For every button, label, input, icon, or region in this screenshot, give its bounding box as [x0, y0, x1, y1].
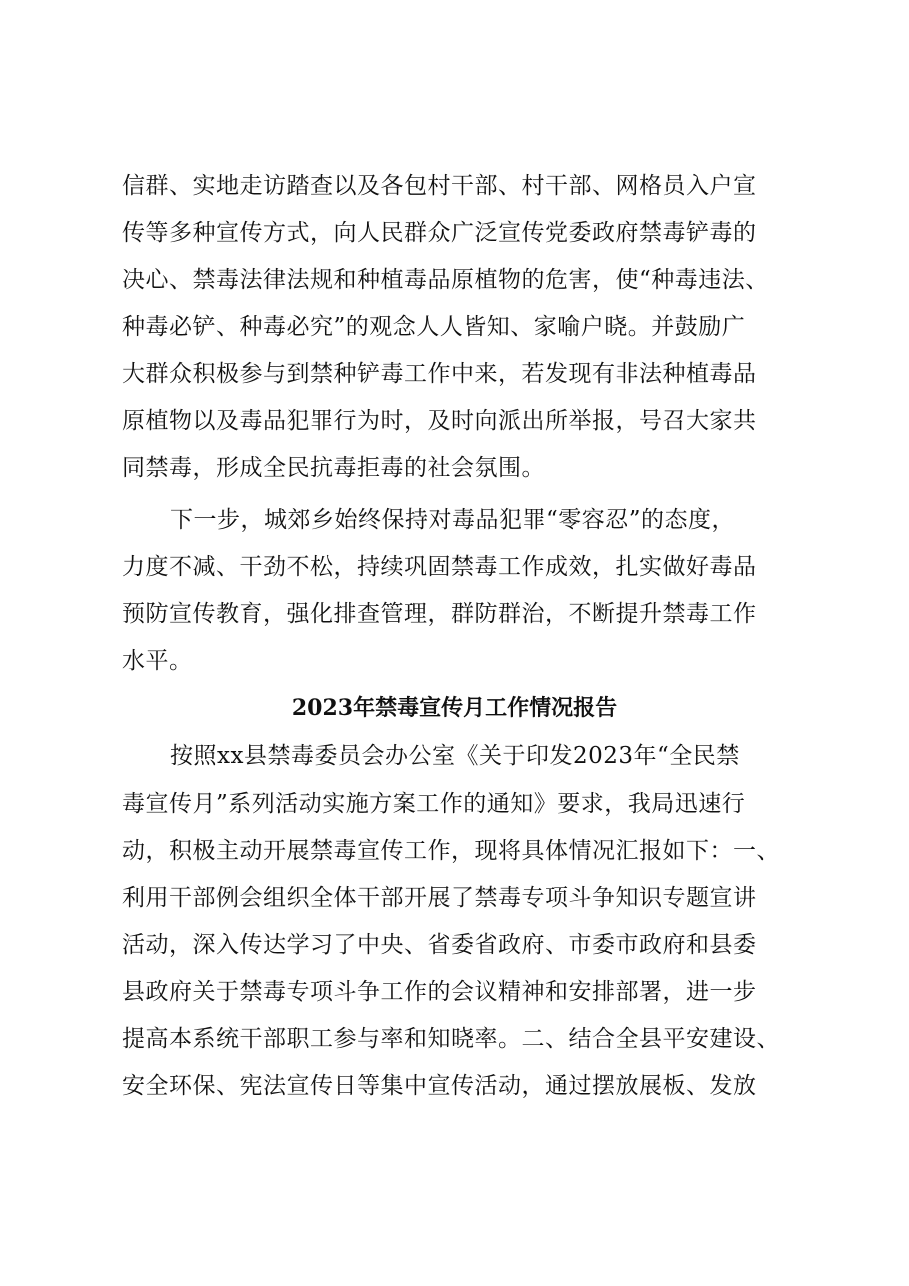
paragraph-line: 原植物以及毒品犯罪行为时，及时向派出所举报，号召大家共	[122, 408, 757, 434]
paragraph-line: 预防宣传教育，强化排查管理，群防群治，不断提升禁毒工作	[122, 601, 757, 627]
paragraph-line: 决心、禁毒法律法规和种植毒品原植物的危害，使“种毒违法、	[122, 267, 769, 293]
paragraph-line: 安全环保、宪法宣传日等集中宣传活动，通过摆放展板、发放	[122, 1073, 757, 1099]
paragraph-line: 力度不减、干劲不松，持续巩固禁毒工作成效，扎实做好毒品	[122, 554, 757, 580]
paragraph-line: 传等多种宣传方式，向人民群众广泛宣传党委政府禁毒铲毒的	[122, 220, 757, 246]
paragraph-line: 活动，深入传达学习了中央、省委省政府、市委市政府和县委	[122, 932, 757, 958]
paragraph-line: 动，积极主动开展禁毒宣传工作，现将具体情况汇报如下：一、	[122, 838, 780, 864]
paragraph-line: 提高本系统干部职工参与率和知晓率。二、结合全县平安建设、	[122, 1026, 780, 1052]
paragraph-line: 同禁毒，形成全民抗毒拒毒的社会氛围。	[122, 455, 545, 481]
paragraph-line: 利用干部例会组织全体干部开展了禁毒专项斗争知识专题宣讲	[122, 885, 757, 911]
paragraph-line: 县政府关于禁毒专项斗争工作的会议精神和安排部署，进一步	[122, 979, 757, 1005]
paragraph-line: 水平。	[122, 648, 193, 674]
paragraph-line: 下一步，城郊乡始终保持对毒品犯罪“零容忍”的态度，	[170, 507, 736, 533]
paragraph-line: 按照xx县禁毒委员会办公室《关于印发2023年“全民禁	[170, 743, 740, 769]
report-title: 2023年禁毒宣传月工作情况报告	[291, 695, 618, 721]
paragraph-line: 信群、实地走访踏查以及各包村干部、村干部、网格员入户宣	[122, 173, 757, 199]
paragraph-line: 大群众积极参与到禁种铲毒工作中来，若发现有非法种植毒品	[122, 361, 757, 387]
paragraph-line: 种毒必铲、种毒必究”的观念人人皆知、家喻户晓。并鼓励广	[122, 314, 746, 340]
paragraph-line: 毒宣传月”系列活动实施方案工作的通知》要求，我局迅速行	[122, 791, 746, 817]
